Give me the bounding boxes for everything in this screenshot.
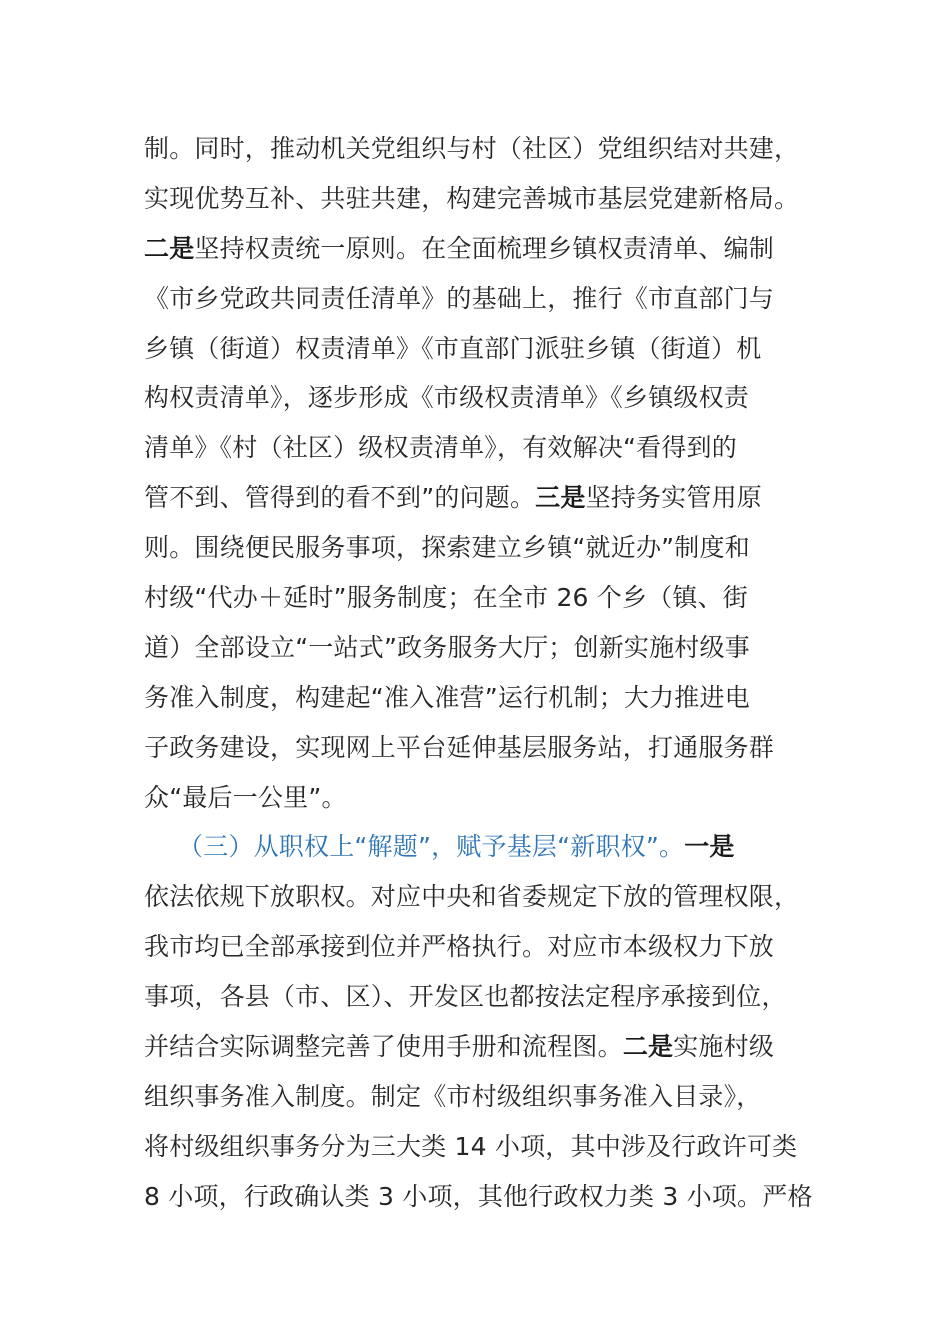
line-text: 管不到、管得到的看不到”的问题。	[144, 483, 536, 513]
text-line	[144, 174, 824, 224]
text-line	[144, 723, 824, 773]
line-text: 坚持务实管用原	[585, 483, 762, 513]
text-line	[144, 1072, 824, 1122]
line-text: 乡镇（街道）权责清单》《市直部门派驻乡镇（街道）机	[144, 333, 762, 363]
text-line	[144, 224, 824, 274]
text-line	[144, 773, 824, 823]
line-text: 道）全部设立“一站式”政务服务大厅；创新实施村级事	[144, 632, 750, 662]
line-text: 务准入制度，构建起“准入准营”运行机制；大力推进电	[144, 682, 750, 712]
line-text: 坚持权责统一原则。在全面梳理乡镇权责清单、编制	[194, 233, 775, 263]
text-line	[144, 673, 824, 723]
line-text: 实施村级	[673, 1032, 775, 1062]
line-text: 事项，各县（市、区）、开发区也都按法定程序承接到位，	[144, 982, 787, 1012]
line-text: 则。围绕便民服务事项，探索建立乡镇“就近办”制度和	[144, 533, 750, 563]
text-line	[144, 1172, 824, 1222]
text-line	[144, 373, 824, 423]
text-line	[144, 922, 824, 972]
line-text: 并结合实际调整完善了使用手册和流程图。	[144, 1032, 623, 1062]
line-text: 众“最后一公里”。	[144, 782, 347, 812]
line-text: 实现优势互补、共驻共建，构建完善城市基层党建新格局。	[144, 183, 800, 213]
text-line	[144, 423, 824, 473]
line-text: 村级“代办＋延时”服务制度；在全市 26 个乡（镇、街	[144, 583, 749, 613]
line-text: 清单》《村（社区）级权责清单》，有效解决“看得到的	[144, 433, 737, 463]
text-line	[144, 822, 824, 872]
text-line	[144, 523, 824, 573]
line-text: 制。同时，推动机关党组织与村（社区）党组织结对共建，	[144, 134, 800, 163]
line-text: 子政务建设，实现网上平台延伸基层服务站，打通服务群	[144, 732, 775, 762]
text-line	[144, 324, 824, 374]
text-line	[144, 1022, 824, 1072]
text-line	[144, 972, 824, 1022]
line-text: 组织事务准入制度。制定《市村级组织事务准入目录》，	[144, 1081, 762, 1111]
line-text: 构权责清单》，逐步形成《市级权责清单》《乡镇级权责	[144, 383, 750, 413]
emphasis-text: 二是	[144, 233, 195, 263]
emphasis-text: 一是	[684, 832, 735, 862]
text-line	[144, 1122, 824, 1172]
text-line	[144, 872, 824, 922]
body-text	[144, 124, 824, 1222]
emphasis-text: 三是	[535, 483, 586, 513]
text-line	[144, 473, 824, 523]
text-line	[144, 573, 824, 623]
emphasis-text: 二是	[622, 1032, 674, 1062]
line-text: 依法依规下放职权。对应中央和省委规定下放的管理权限，	[144, 882, 800, 912]
line-text: 《市乡党政共同责任清单》的基础上，推行《市直部门与	[144, 283, 775, 313]
section-heading: （三）从职权上“解题”，赋予基层“新职权”。	[178, 832, 685, 862]
line-text: 将村级组织事务分为三大类 14 小项，其中涉及行政许可类	[144, 1131, 798, 1161]
line-text: 8 小项，行政确认类 3 小项，其他行政权力类 3 小项。严格	[144, 1181, 813, 1211]
text-line	[144, 274, 824, 324]
text-line	[144, 623, 824, 673]
line-text: 我市均已全部承接到位并严格执行。对应市本级权力下放	[144, 932, 775, 962]
text-line	[144, 124, 824, 174]
